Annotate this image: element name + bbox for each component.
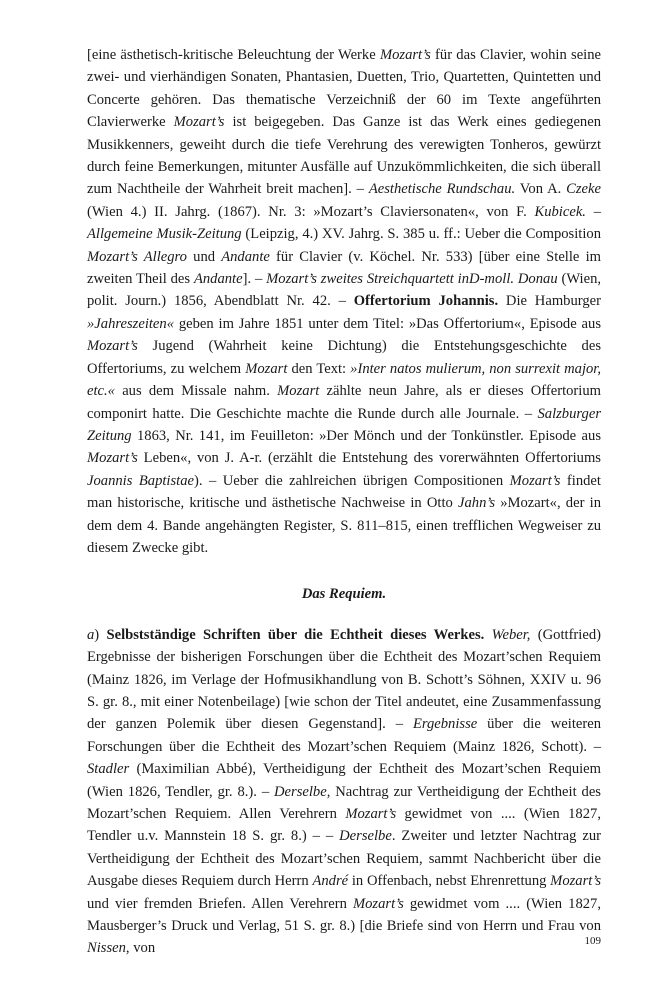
italic-run: Czeke: [566, 181, 601, 198]
text-run: aus dem Missale nahm.: [114, 383, 278, 400]
italic-run: Mozart’s Allegro: [87, 248, 187, 265]
italic-run: Andante: [221, 248, 270, 265]
italic-run: »Jahreszeiten«: [87, 315, 174, 332]
bold-run: Selbstständige Schriften über die Echtheit dieses Werkes.: [106, 626, 485, 643]
italic-run: Kubicek.: [534, 203, 586, 220]
italic-run: Mozart’s: [550, 873, 601, 890]
text-run: findet man historische, kritische und ästhetische Nachweise in Otto: [87, 472, 601, 512]
text-run: Leben«, von J. A-r. (erzählt die Entstehung des vorerwähnten Offertoriums: [137, 450, 601, 467]
text-block: [87, 44, 601, 960]
italic-run: Salzburger Zeitung: [87, 405, 601, 444]
text-run: (Gottfried) Ergebnisse der bisherigen Forschungen über die Echtheit des Mozart’schen Requiem (Mainz 1826, im Verlage der Hofmusikhandlung von B. Schott’s Söhnen, XXIV u. 96 S. gr. 8., mit einer Notenbeilage) [wie schon der Titel andeutet, eine Zusammenfassung der ganzen Polemik über diesen Gegenstand]. –: [87, 626, 601, 733]
paragraph-mozart-literature: [87, 44, 601, 559]
text-run: geben im Jahre 1851 unter dem Titel: »Das Offertorium«, Episode aus: [174, 315, 601, 332]
italic-run: Derselbe: [274, 783, 327, 800]
text-run: gewidmet von .... (Wien 1827, Tendler u.v. Mannstein 18 S. gr. 8.) – –: [87, 806, 601, 845]
italic-run: Aesthetische Rundschau.: [368, 181, 516, 198]
italic-run: Mozart’s: [345, 806, 397, 822]
italic-run: »Inter natos mulierum, non surrexit major, etc.«: [87, 360, 602, 400]
page-number: 109: [584, 935, 601, 947]
italic-run: Mozart’s: [173, 114, 225, 131]
text-run: (Wien 4.) II. Jahrg. (1867). Nr. 3: »Mozart’s Claviersonaten«, von F.: [87, 203, 535, 220]
text-run: den Text:: [287, 360, 351, 377]
italic-run: Mozart’s: [87, 338, 138, 355]
italic-run: Mozart: [245, 360, 288, 377]
italic-run: Stadler: [87, 761, 130, 778]
italic-run: Derselbe: [339, 828, 392, 845]
text-run: in Offenbach, nebst Ehrenrettung: [348, 873, 551, 890]
text-run: 1863, Nr. 141, im Feuilleton: »Der Mönch und der Tonkünstler. Episode aus: [131, 427, 601, 444]
text-run: –: [585, 203, 601, 220]
text-run: Jugend (Wahrheit keine Dichtung) die Entstehungsgeschichte des Offertoriums, zu welchem: [87, 338, 601, 377]
italic-run: Mozart’s: [379, 47, 431, 63]
italic-run: Mozart’s: [87, 450, 138, 467]
italic-run: Mozart: [277, 383, 320, 400]
text-run: (Leipzig, 4.) XV. Jahrg. S. 385 u. ff.: Ueber die Composition: [241, 226, 601, 243]
text-run: [484, 627, 491, 643]
text-run: . Zweiter und letzter Nachtrag zur Vertheidigung der Echtheit des Mozart’schen Requiem, sammt Nachbericht über die Ausgabe dieses Requiem durch Herrn: [87, 828, 601, 890]
text-run: für Clavier (v. Köchel. Nr. 533) [über eine Stelle im zweiten Theil des: [87, 248, 601, 288]
text-run: , von: [125, 940, 156, 957]
text-run: [eine ästhetisch-kritische Beleuchtung der Werke: [87, 47, 380, 63]
text-run: »Mozart«, der in dem dem 4. Bande angehängten Register, S. 811–815, einen trefflichen Wegweiser zu diesem Zwecke gibt.: [87, 495, 601, 556]
italic-run: André: [312, 873, 349, 890]
text-run: über die weiteren Forschungen über die Echtheit des Mozart’schen Requiem (Mainz 1826, Schott). –: [87, 716, 601, 755]
text-run: ). – Ueber die zahlreichen übrigen Compositionen: [194, 472, 510, 489]
paragraph-requiem-writings: [87, 624, 601, 960]
text-run: (Wien, polit. Journ.) 1856, Abendblatt Nr. 42. –: [87, 271, 602, 310]
text-run: ]. –: [242, 271, 267, 288]
text-run: und vier fremden Briefen. Allen Verehrern: [87, 895, 353, 912]
text-run: Von A.: [515, 181, 567, 198]
italic-run: Ergebnisse: [412, 716, 478, 733]
text-run: ): [94, 626, 107, 643]
text-run: , Nachtrag zur Vertheidigung der Echtheit des Mozart’schen Requiem. Allen Verehrern: [87, 783, 601, 822]
text-run: Die Hamburger: [498, 293, 601, 310]
italic-run: Weber,: [491, 626, 531, 643]
italic-run: Nissen: [87, 940, 126, 957]
text-run: ist beigegeben. Das Ganze ist das Werk eines gediegenen Musikkenners, geweiht durch die tiefe Verehrung des verewigten Tonheros, gewürzt durch feine Bemerkungen, mitunter Ausfälle auf Unzukömmlichkeiten, die sich überall zum Nachtheile der Wahrheit breit machen]. –: [87, 114, 601, 198]
section-heading-requiem: Das Requiem.: [301, 586, 387, 603]
italic-run: Andante: [193, 271, 243, 288]
text-run: zählte neun Jahre, als er dieses Offertorium componirt hatte. Die Geschichte machte die Runde durch alle Journale. –: [87, 383, 601, 422]
text-run: für das Clavier, wohin seine zwei- und vierhändigen Sonaten, Phantasien, Duetten, Trio, Quartetten, Quintetten und Concerte gehören. Das thematische Verzeichniß der 60 im Texte angeführten Clavierwerke: [87, 47, 602, 131]
italic-run: Jahn’s: [458, 495, 496, 512]
text-run: gewidmet vom .... (Wien 1827, Mausberger’s Druck und Verlag, 51 S. gr. 8.) [die Briefe sind von Herrn und Frau von: [87, 895, 601, 935]
italic-run: Allgemeine Musik-Zeitung: [87, 226, 242, 243]
italic-run: Mozart’s zweites Streichquartett inD-moll. Donau: [266, 271, 558, 288]
bold-run: Offertorium Johannis.: [353, 293, 499, 310]
text-run: (Maximilian Abbé), Vertheidigung der Echtheit des Mozart’schen Requiem (Wien 1826, Tendler, gr. 8.). –: [87, 761, 601, 800]
italic-run: a: [87, 626, 95, 643]
text-run: und: [186, 248, 222, 265]
italic-run: Mozart’s: [509, 472, 561, 489]
italic-run: Mozart’s: [352, 895, 404, 912]
italic-run: Joannis Baptistae: [87, 472, 194, 489]
